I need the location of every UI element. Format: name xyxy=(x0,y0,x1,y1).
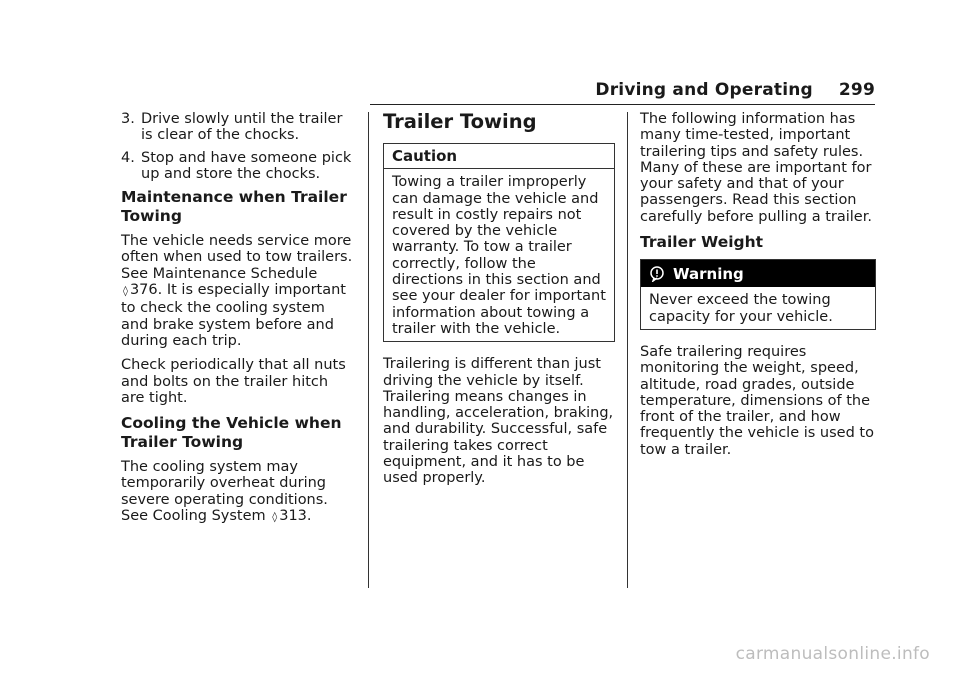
page-header xyxy=(595,80,875,100)
cooling-text: The cooling system may temporarily overheat during severe operating conditions. See Cooling System xyxy=(121,459,328,525)
caution-title: Caution xyxy=(384,144,614,169)
cooling-paragraph xyxy=(121,459,353,526)
column-1 xyxy=(121,111,353,534)
trailering-paragraph: Trailering is different than just driving the vehicle by itself. Trailering means changes in handling, acceleration, braking, and durability. Successful, safe trailering takes correct equipment, and it has to be used properly. xyxy=(383,356,614,487)
maintenance-paragraph xyxy=(121,233,353,349)
watermark: carmanualsonline.info xyxy=(735,644,930,664)
maintenance-text-cont: . It is especially important to check the cooling system and brake system before and during each trip. xyxy=(121,282,346,349)
warning-text: Never exceed the towing capacity for your vehicle. xyxy=(649,292,833,325)
column-divider-1 xyxy=(368,112,369,588)
warning-icon xyxy=(649,266,665,282)
step-number: 4. xyxy=(121,149,135,166)
section-title: Driving and Operating xyxy=(595,80,813,100)
caution-box xyxy=(383,143,615,342)
warning-box xyxy=(640,259,876,330)
caution-text: Towing a trailer improperly can damage the vehicle and result in costly repairs not covered by the vehicle warranty. To tow a trailer correctly, follow the directions in this section and see your dealer for important information about towing a trailer with the vehicle. xyxy=(392,174,606,337)
step-text: Drive slowly until the trailer is clear of the chocks. xyxy=(141,111,343,144)
maintenance-text: The vehicle needs service more often when used to tow trailers. See Maintenance Schedule xyxy=(121,233,353,282)
maintenance-heading: Maintenance when Trailer Towing xyxy=(121,188,347,226)
column-divider-2 xyxy=(627,112,628,588)
page-reference-link[interactable]: 313 xyxy=(279,508,307,525)
safe-trailering-paragraph: Safe trailering requires monitoring the weight, speed, altitude, road grades, outside temperature, dimensions of the front of the trailer, and how frequently the vehicle is used to tow a trailer. xyxy=(640,343,874,458)
header-rule xyxy=(370,104,875,105)
maintenance-paragraph-2: Check periodically that all nuts and bolts on the trailer hitch are tight. xyxy=(121,357,346,406)
cooling-text-cont: . xyxy=(306,508,312,525)
cooling-heading: Cooling the Vehicle when Trailer Towing xyxy=(121,414,342,452)
step-3 xyxy=(121,111,353,144)
trailer-towing-heading: Trailer Towing xyxy=(383,110,537,133)
step-number: 3. xyxy=(121,111,135,127)
intro-paragraph: The following information has many time-tested, important trailering tips and safety rules. Many of these are important for your safety and that of your passengers. Read this section carefully before pulling a trailer. xyxy=(640,111,872,225)
step-4 xyxy=(121,150,353,183)
column-3 xyxy=(640,111,876,466)
page-reference-icon: ◊ xyxy=(272,512,278,524)
warning-header xyxy=(641,260,875,287)
step-text: Stop and have someone pick up and store the chocks. xyxy=(141,149,352,182)
column-2 xyxy=(383,111,615,495)
page-reference-link[interactable]: 376 xyxy=(129,282,158,299)
warning-title: Warning xyxy=(673,265,744,284)
page-reference-icon: ◊ xyxy=(123,286,128,298)
trailer-weight-heading: Trailer Weight xyxy=(640,233,764,252)
page-number: 299 xyxy=(838,80,875,100)
